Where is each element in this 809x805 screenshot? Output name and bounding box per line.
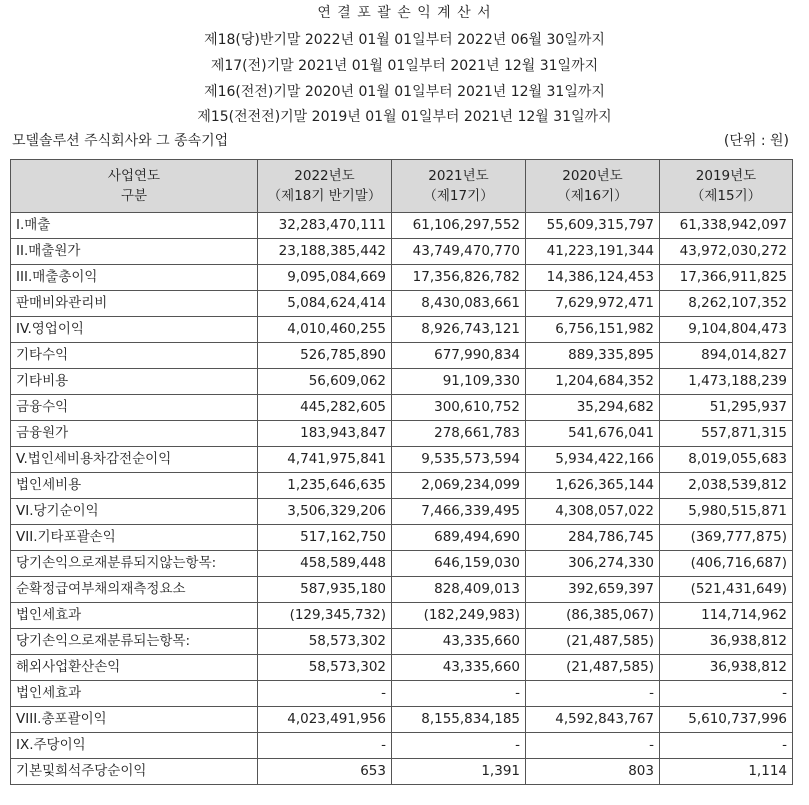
value-cell: 61,338,942,097 — [660, 213, 793, 239]
value-cell: 4,592,843,767 — [526, 707, 660, 733]
value-cell: 17,356,826,782 — [392, 265, 526, 291]
value-cell: 4,010,460,255 — [258, 317, 392, 343]
value-cell: 4,741,975,841 — [258, 447, 392, 473]
value-cell: (21,487,585) — [526, 655, 660, 681]
value-cell: 14,386,124,453 — [526, 265, 660, 291]
value-cell: 392,659,397 — [526, 577, 660, 603]
value-cell: 557,871,315 — [660, 421, 793, 447]
company-name: 모델솔루션 주식회사와 그 종속기업 — [12, 133, 229, 149]
value-cell: 61,106,297,552 — [392, 213, 526, 239]
value-cell: 8,262,107,352 — [660, 291, 793, 317]
value-cell: (21,487,585) — [526, 629, 660, 655]
table-row — [11, 447, 793, 473]
value-cell: - — [526, 733, 660, 759]
value-cell: 1,473,188,239 — [660, 369, 793, 395]
value-cell: 17,366,911,825 — [660, 265, 793, 291]
table-row — [11, 317, 793, 343]
value-cell: 51,295,937 — [660, 395, 793, 421]
row-label: 해외사업환산손익 — [11, 655, 258, 681]
value-cell: (521,431,649) — [660, 577, 793, 603]
value-cell: - — [660, 681, 793, 707]
row-label: II.매출원가 — [11, 239, 258, 265]
value-cell: 828,409,013 — [392, 577, 526, 603]
value-cell: 58,573,302 — [258, 655, 392, 681]
value-cell: 8,155,834,185 — [392, 707, 526, 733]
unit-label: (단위 : 원) — [723, 133, 789, 149]
table-row — [11, 421, 793, 447]
row-label: IX.주당이익 — [11, 733, 258, 759]
value-cell: 587,935,180 — [258, 577, 392, 603]
table-body — [11, 213, 793, 785]
table-row — [11, 395, 793, 421]
row-label: 기타비용 — [11, 369, 258, 395]
value-cell: (182,249,983) — [392, 603, 526, 629]
value-cell: 9,535,573,594 — [392, 447, 526, 473]
period-line-1: 제18(당)반기말 2022년 01월 01일부터 2022년 06월 30일까지 — [204, 32, 605, 48]
table-row — [11, 577, 793, 603]
value-cell: 9,104,804,473 — [660, 317, 793, 343]
row-label: 기본및희석주당순이익 — [11, 759, 258, 785]
value-cell: - — [258, 681, 392, 707]
value-cell: - — [660, 733, 793, 759]
value-cell: 517,162,750 — [258, 525, 392, 551]
table-row — [11, 551, 793, 577]
value-cell: - — [392, 681, 526, 707]
row-label: 판매비와관리비 — [11, 291, 258, 317]
row-label: 당기손익으로재분류되는항목: — [11, 629, 258, 655]
value-cell: 306,274,330 — [526, 551, 660, 577]
table-row — [11, 239, 793, 265]
value-cell: 677,990,834 — [392, 343, 526, 369]
value-cell: 653 — [258, 759, 392, 785]
value-cell: 8,430,083,661 — [392, 291, 526, 317]
value-cell: - — [392, 733, 526, 759]
row-label: 당기손익으로재분류되지않는항목: — [11, 551, 258, 577]
value-cell: 183,943,847 — [258, 421, 392, 447]
value-cell: 23,188,385,442 — [258, 239, 392, 265]
column-period: （제16기） — [557, 188, 628, 204]
value-cell: 889,335,895 — [526, 343, 660, 369]
column-year: 2021년도 — [428, 168, 489, 184]
column-year: 2022년도 — [294, 168, 355, 184]
column-header-2019 — [660, 160, 793, 213]
value-cell: (406,716,687) — [660, 551, 793, 577]
value-cell: 9,095,084,669 — [258, 265, 392, 291]
value-cell: 803 — [526, 759, 660, 785]
value-cell: 1,114 — [660, 759, 793, 785]
value-cell: 1,204,684,352 — [526, 369, 660, 395]
value-cell: 6,756,151,982 — [526, 317, 660, 343]
corner-year-label: 사업연도 — [107, 168, 161, 184]
table-row — [11, 733, 793, 759]
row-label: IV.영업이익 — [11, 317, 258, 343]
row-label: 법인세비용 — [11, 473, 258, 499]
table-row — [11, 265, 793, 291]
column-period: （제17기） — [423, 188, 494, 204]
row-label: 금융원가 — [11, 421, 258, 447]
column-period: （제18기 반기말） — [267, 188, 382, 204]
value-cell: 1,391 — [392, 759, 526, 785]
column-header-2021 — [392, 160, 526, 213]
value-cell: 284,786,745 — [526, 525, 660, 551]
value-cell: 2,069,234,099 — [392, 473, 526, 499]
value-cell: 7,629,972,471 — [526, 291, 660, 317]
column-header-2020 — [526, 160, 660, 213]
value-cell: 458,589,448 — [258, 551, 392, 577]
table-header — [11, 160, 793, 213]
column-year: 2019년도 — [695, 168, 757, 184]
value-cell: 43,749,470,770 — [392, 239, 526, 265]
value-cell: 689,494,690 — [392, 525, 526, 551]
row-label: VIII.총포괄이익 — [11, 707, 258, 733]
row-label: III.매출총이익 — [11, 265, 258, 291]
value-cell: 43,335,660 — [392, 655, 526, 681]
value-cell: 1,235,646,635 — [258, 473, 392, 499]
value-cell: (369,777,875) — [660, 525, 793, 551]
corner-category-label: 구분 — [120, 188, 148, 204]
row-label: 법인세효과 — [11, 681, 258, 707]
value-cell: 646,159,030 — [392, 551, 526, 577]
value-cell: 5,610,737,996 — [660, 707, 793, 733]
value-cell: 58,573,302 — [258, 629, 392, 655]
value-cell: 8,926,743,121 — [392, 317, 526, 343]
value-cell: (86,385,067) — [526, 603, 660, 629]
table-row — [11, 369, 793, 395]
value-cell: 2,038,539,812 — [660, 473, 793, 499]
value-cell: 41,223,191,344 — [526, 239, 660, 265]
value-cell: - — [258, 733, 392, 759]
row-label: V.법인세비용차감전순이익 — [11, 447, 258, 473]
row-label: VII.기타포괄손익 — [11, 525, 258, 551]
value-cell: 55,609,315,797 — [526, 213, 660, 239]
row-label: 금융수익 — [11, 395, 258, 421]
table-row — [11, 629, 793, 655]
value-cell: 32,283,470,111 — [258, 213, 392, 239]
column-header-2022 — [258, 160, 392, 213]
value-cell: 36,938,812 — [660, 629, 793, 655]
value-cell: 35,294,682 — [526, 395, 660, 421]
value-cell: 4,023,491,956 — [258, 707, 392, 733]
table-row — [11, 759, 793, 785]
period-line-3: 제16(전전)기말 2020년 01월 01일부터 2021년 12월 31일까지 — [204, 84, 605, 100]
table-row — [11, 473, 793, 499]
value-cell: 300,610,752 — [392, 395, 526, 421]
value-cell: 3,506,329,206 — [258, 499, 392, 525]
value-cell: 36,938,812 — [660, 655, 793, 681]
table-row — [11, 681, 793, 707]
period-line-4: 제15(전전전)기말 2019년 01월 01일부터 2021년 12월 31일까지 — [197, 109, 612, 125]
row-label: 법인세효과 — [11, 603, 258, 629]
statement-title: 연 결 포 괄 손 익 계 산 서 — [317, 5, 492, 21]
value-cell: 5,980,515,871 — [660, 499, 793, 525]
value-cell: 5,084,624,414 — [258, 291, 392, 317]
row-label: VI.당기순이익 — [11, 499, 258, 525]
value-cell: 1,626,365,144 — [526, 473, 660, 499]
value-cell: (129,345,732) — [258, 603, 392, 629]
period-line-2: 제17(전)기말 2021년 01월 01일부터 2021년 12월 31일까지 — [210, 58, 599, 74]
value-cell: 278,661,783 — [392, 421, 526, 447]
table-row — [11, 707, 793, 733]
value-cell: 4,308,057,022 — [526, 499, 660, 525]
row-label: I.매출 — [11, 213, 258, 239]
value-cell: - — [526, 681, 660, 707]
value-cell: 56,609,062 — [258, 369, 392, 395]
table-row — [11, 525, 793, 551]
value-cell: 8,019,055,683 — [660, 447, 793, 473]
value-cell: 7,466,339,495 — [392, 499, 526, 525]
column-period: （제15기） — [690, 188, 762, 204]
value-cell: 526,785,890 — [258, 343, 392, 369]
value-cell: 43,335,660 — [392, 629, 526, 655]
column-year: 2020년도 — [562, 168, 623, 184]
value-cell: 445,282,605 — [258, 395, 392, 421]
table-row — [11, 343, 793, 369]
value-cell: 894,014,827 — [660, 343, 793, 369]
value-cell: 43,972,030,272 — [660, 239, 793, 265]
row-label: 기타수익 — [11, 343, 258, 369]
table-row — [11, 603, 793, 629]
table-row — [11, 655, 793, 681]
table-row — [11, 499, 793, 525]
corner-header — [11, 160, 258, 213]
row-label: 순확정급여부채의재측정요소 — [11, 577, 258, 603]
income-statement-table — [10, 159, 793, 785]
value-cell: 91,109,330 — [392, 369, 526, 395]
value-cell: 541,676,041 — [526, 421, 660, 447]
table-row — [11, 213, 793, 239]
table-row — [11, 291, 793, 317]
value-cell: 5,934,422,166 — [526, 447, 660, 473]
value-cell: 114,714,962 — [660, 603, 793, 629]
header-row — [11, 160, 793, 213]
